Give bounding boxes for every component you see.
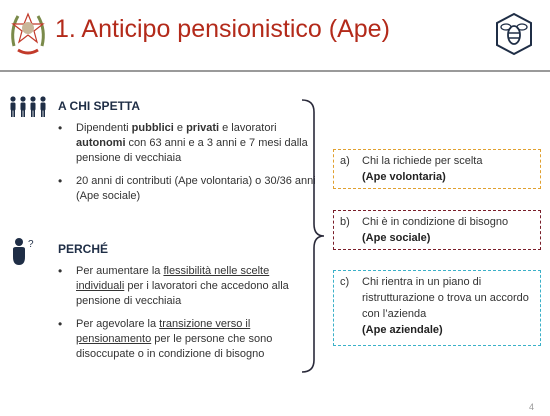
- option-box-b: [333, 210, 541, 250]
- person-question-icon: [12, 237, 38, 267]
- why-bullet-2: • Per agevolare la transizione verso il pensionamento per le persone che sono disoccupate o in condizione di bisogno: [58, 317, 273, 360]
- svg-text:?: ?: [28, 239, 34, 250]
- box-b-bold: (Ape sociale): [362, 232, 431, 244]
- option-box-c: [333, 270, 541, 346]
- hexagon-bee-logo-icon: [494, 12, 534, 56]
- box-c-letter: c): [340, 276, 350, 288]
- box-a-bold: (Ape volontaria): [362, 171, 446, 183]
- page-number: 4: [528, 402, 534, 412]
- box-c-bold: (Ape aziendale): [362, 324, 443, 336]
- who-bullet-1: • Dipendenti pubblici e privati e lavoratori autonomi con 63 anni e a 3 anni e 7 mesi dalla pensione di vecchiaia: [58, 121, 308, 164]
- box-a-text: Chi la richiede per scelta: [362, 155, 483, 167]
- curly-brace: [300, 98, 326, 374]
- title-divider: [0, 70, 550, 72]
- page-title: 1. Anticipo pensionistico (Ape): [55, 15, 390, 43]
- section-heading-who: A CHI SPETTA: [58, 99, 141, 113]
- box-b-text: Chi è in condizione di bisogno: [362, 216, 509, 228]
- people-group-icon: [8, 96, 48, 118]
- who-bullet-2: • 20 anni di contributi (Ape volontaria) o 30/36 anni (Ape sociale): [58, 174, 316, 202]
- box-a-letter: a): [340, 155, 350, 167]
- why-bullet-list: [58, 264, 308, 370]
- box-b-letter: b): [340, 216, 350, 228]
- box-c-text: Chi rientra in un piano di ristrutturazione o trova un accordo con l’azienda: [362, 276, 529, 320]
- who-bullet-list: [58, 121, 318, 212]
- why-bullet-1: • Per aumentare la flessibilità nelle scelte individuali per i lavoratori che accedono alla pensione di vecchiaia: [58, 264, 289, 307]
- republic-emblem-icon: [8, 6, 48, 58]
- option-box-a: [333, 149, 541, 189]
- section-heading-why: PERCHÉ: [58, 242, 109, 256]
